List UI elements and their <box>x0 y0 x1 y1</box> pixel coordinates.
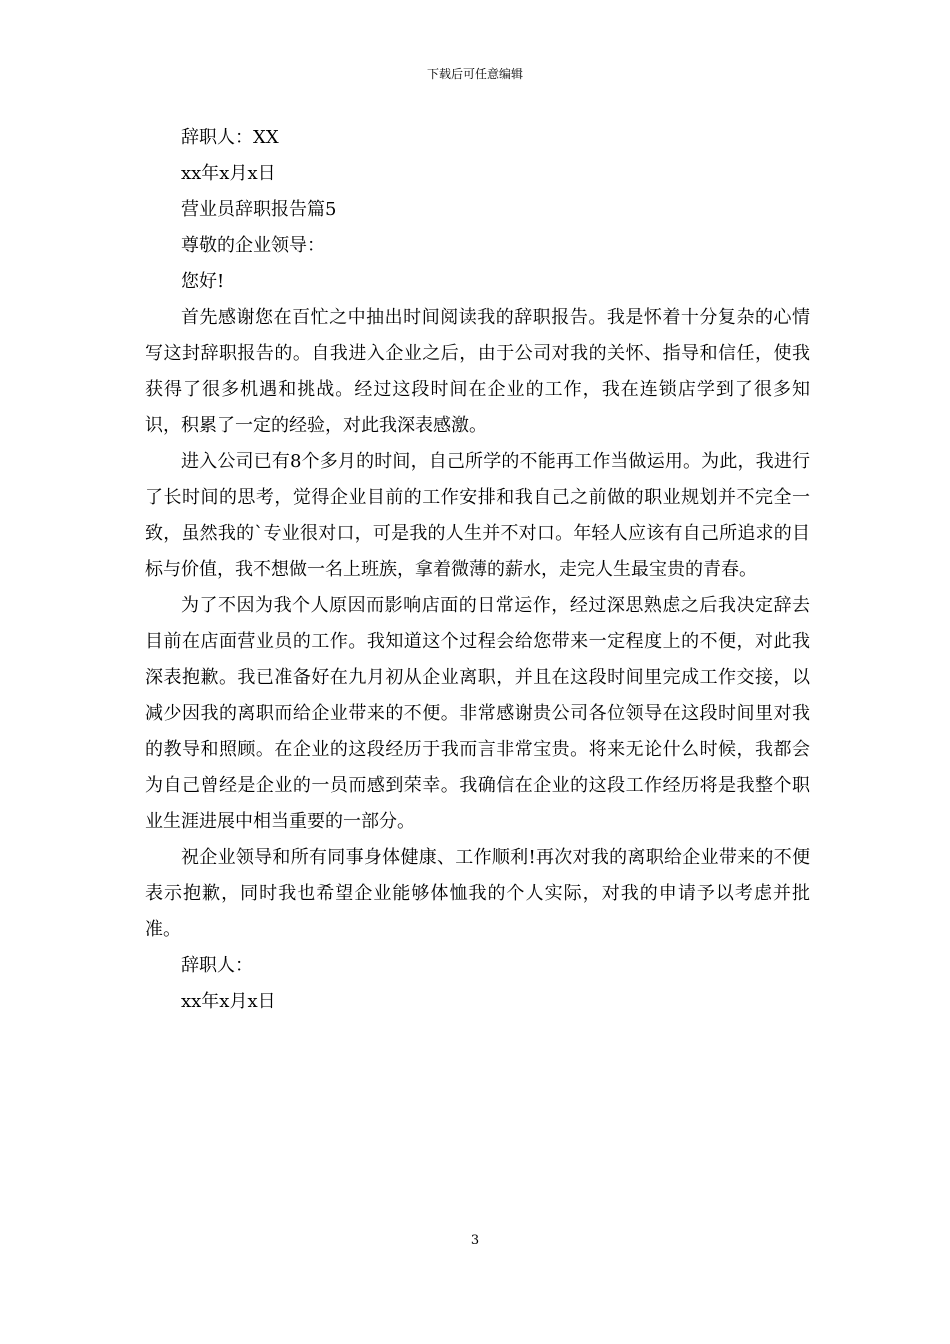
date-bottom: xx年x月x日 <box>181 991 276 1012</box>
paragraph-4: 祝企业领导和所有同事身体健康、工作顺利!再次对我的离职给企业带来的不便表示抱歉，同时我也希望企业能够体恤我的个人实际，对我的申请予以考虑并批准。 <box>145 847 810 940</box>
page-number: 3 <box>470 1233 480 1248</box>
document-body <box>145 120 810 1020</box>
signature-bottom: 辞职人： <box>181 955 253 976</box>
salutation: 尊敬的企业领导： <box>181 235 325 256</box>
date-top: xx年x月x日 <box>181 163 276 184</box>
header-note: 下载后可任意编辑 <box>426 67 523 81</box>
paragraph-1: 首先感谢您在百忙之中抽出时间阅读我的辞职报告。我是怀着十分复杂的心情写这封辞职报告的。自我进入企业之后，由于公司对我的关怀、指导和信任，使我获得了很多机遇和挑战。经过这段时间在企业的工作，我在连锁店学到了很多知识，积累了一定的经验，对此我深表感激。 <box>145 307 810 436</box>
greeting: 您好! <box>181 271 225 292</box>
paragraph-2: 进入公司已有8个多月的时间，自己所学的不能再工作当做运用。为此，我进行了长时间的思考，觉得企业目前的工作安排和我自己之前做的职业规划并不完全一致，虽然我的`专业很对口，可是我的人生并不对口。年轻人应该有自己所追求的目标与价值，我不想做一名上班族，拿着微薄的薪水，走完人生最宝贵的青春。 <box>145 451 810 580</box>
section-title: 营业员辞职报告篇5 <box>181 199 337 220</box>
paragraph-3: 为了不因为我个人原因而影响店面的日常运作，经过深思熟虑之后我决定辞去目前在店面营业员的工作。我知道这个过程会给您带来一定程度上的不便，对此我深表抱歉。我已准备好在九月初从企业离职，并且在这段时间里完成工作交接，以减少因我的离职而给企业带来的不便。非常感谢贵公司各位领导在这段时间里对我的教导和照顾。在企业的这段经历于我而言非常宝贵。将来无论什么时候，我都会为自己曾经是企业的一员而感到荣幸。我确信在企业的这段工作经历将是我整个职业生涯进展中相当重要的一部分。 <box>145 595 810 832</box>
signature-top: 辞职人：XX <box>181 127 279 148</box>
